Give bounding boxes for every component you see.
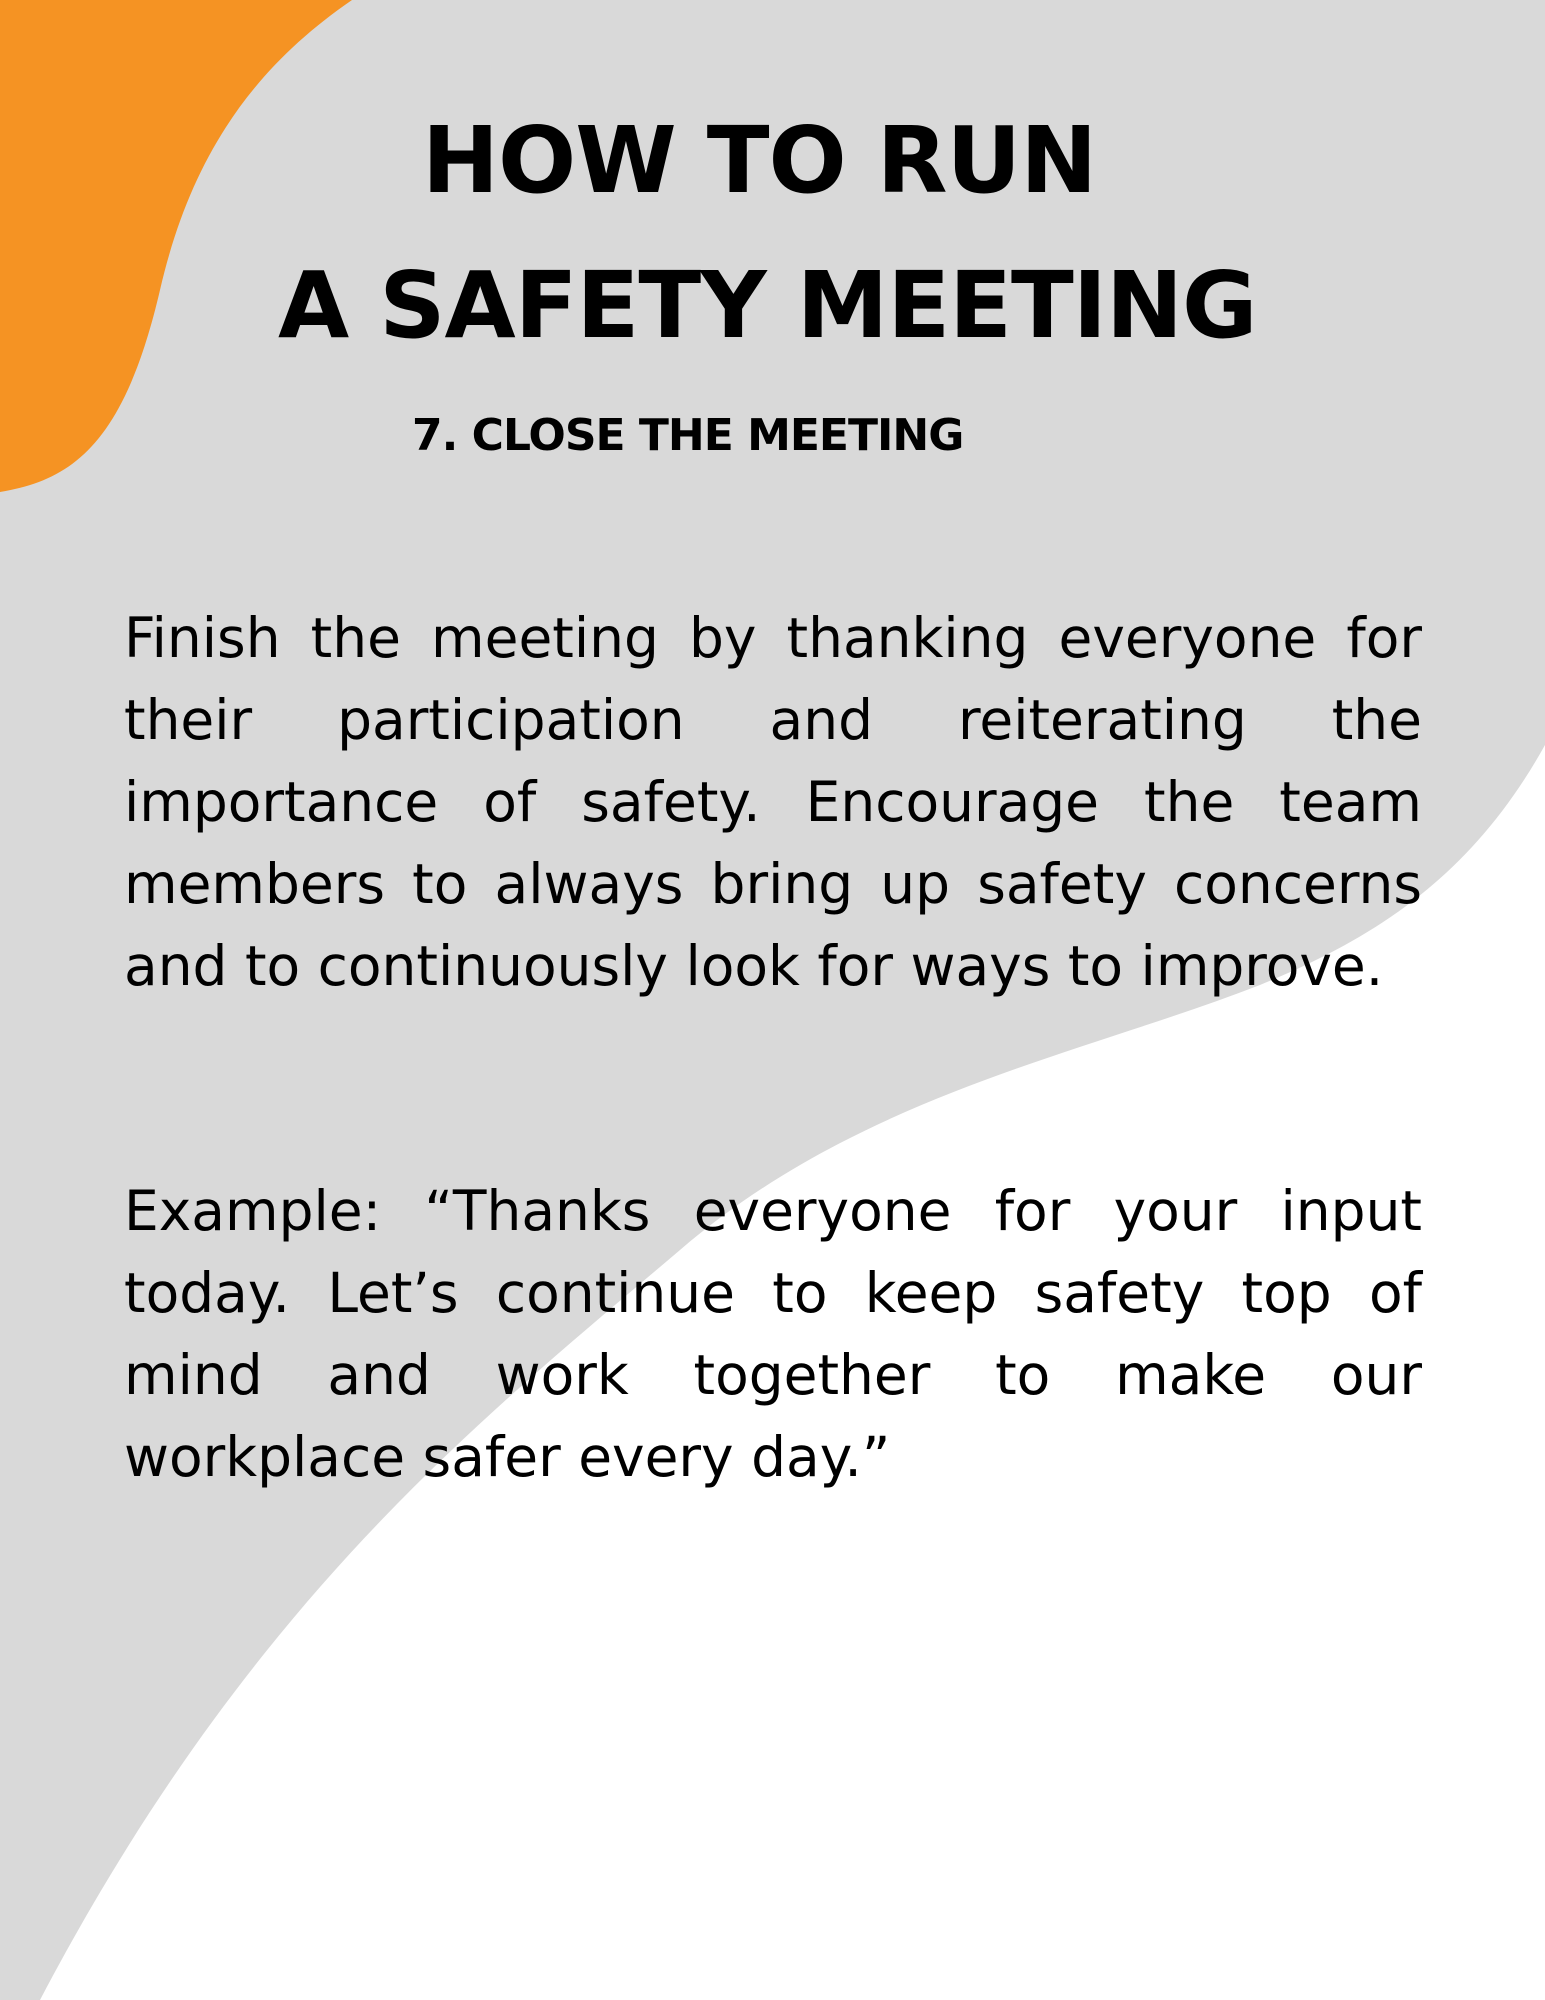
example-paragraph: Example: “Thanks everyone for your input today. Let’s continue to keep safety top of mind and work together to make our workplace safer every day.” — [124, 1179, 1422, 1489]
body-paragraph: Finish the meeting by thanking everyone for their participation and reiterating the importance of safety. Encourage the team members to always bring up safety concerns and to continuously look for ways to improve. — [124, 606, 1422, 998]
section-heading: 7. CLOSE THE MEETING — [412, 410, 964, 461]
title-line-2: A SAFETY MEETING — [278, 252, 1257, 359]
page-title — [0, 88, 1545, 378]
title-line-1: HOW TO RUN — [422, 107, 1097, 214]
